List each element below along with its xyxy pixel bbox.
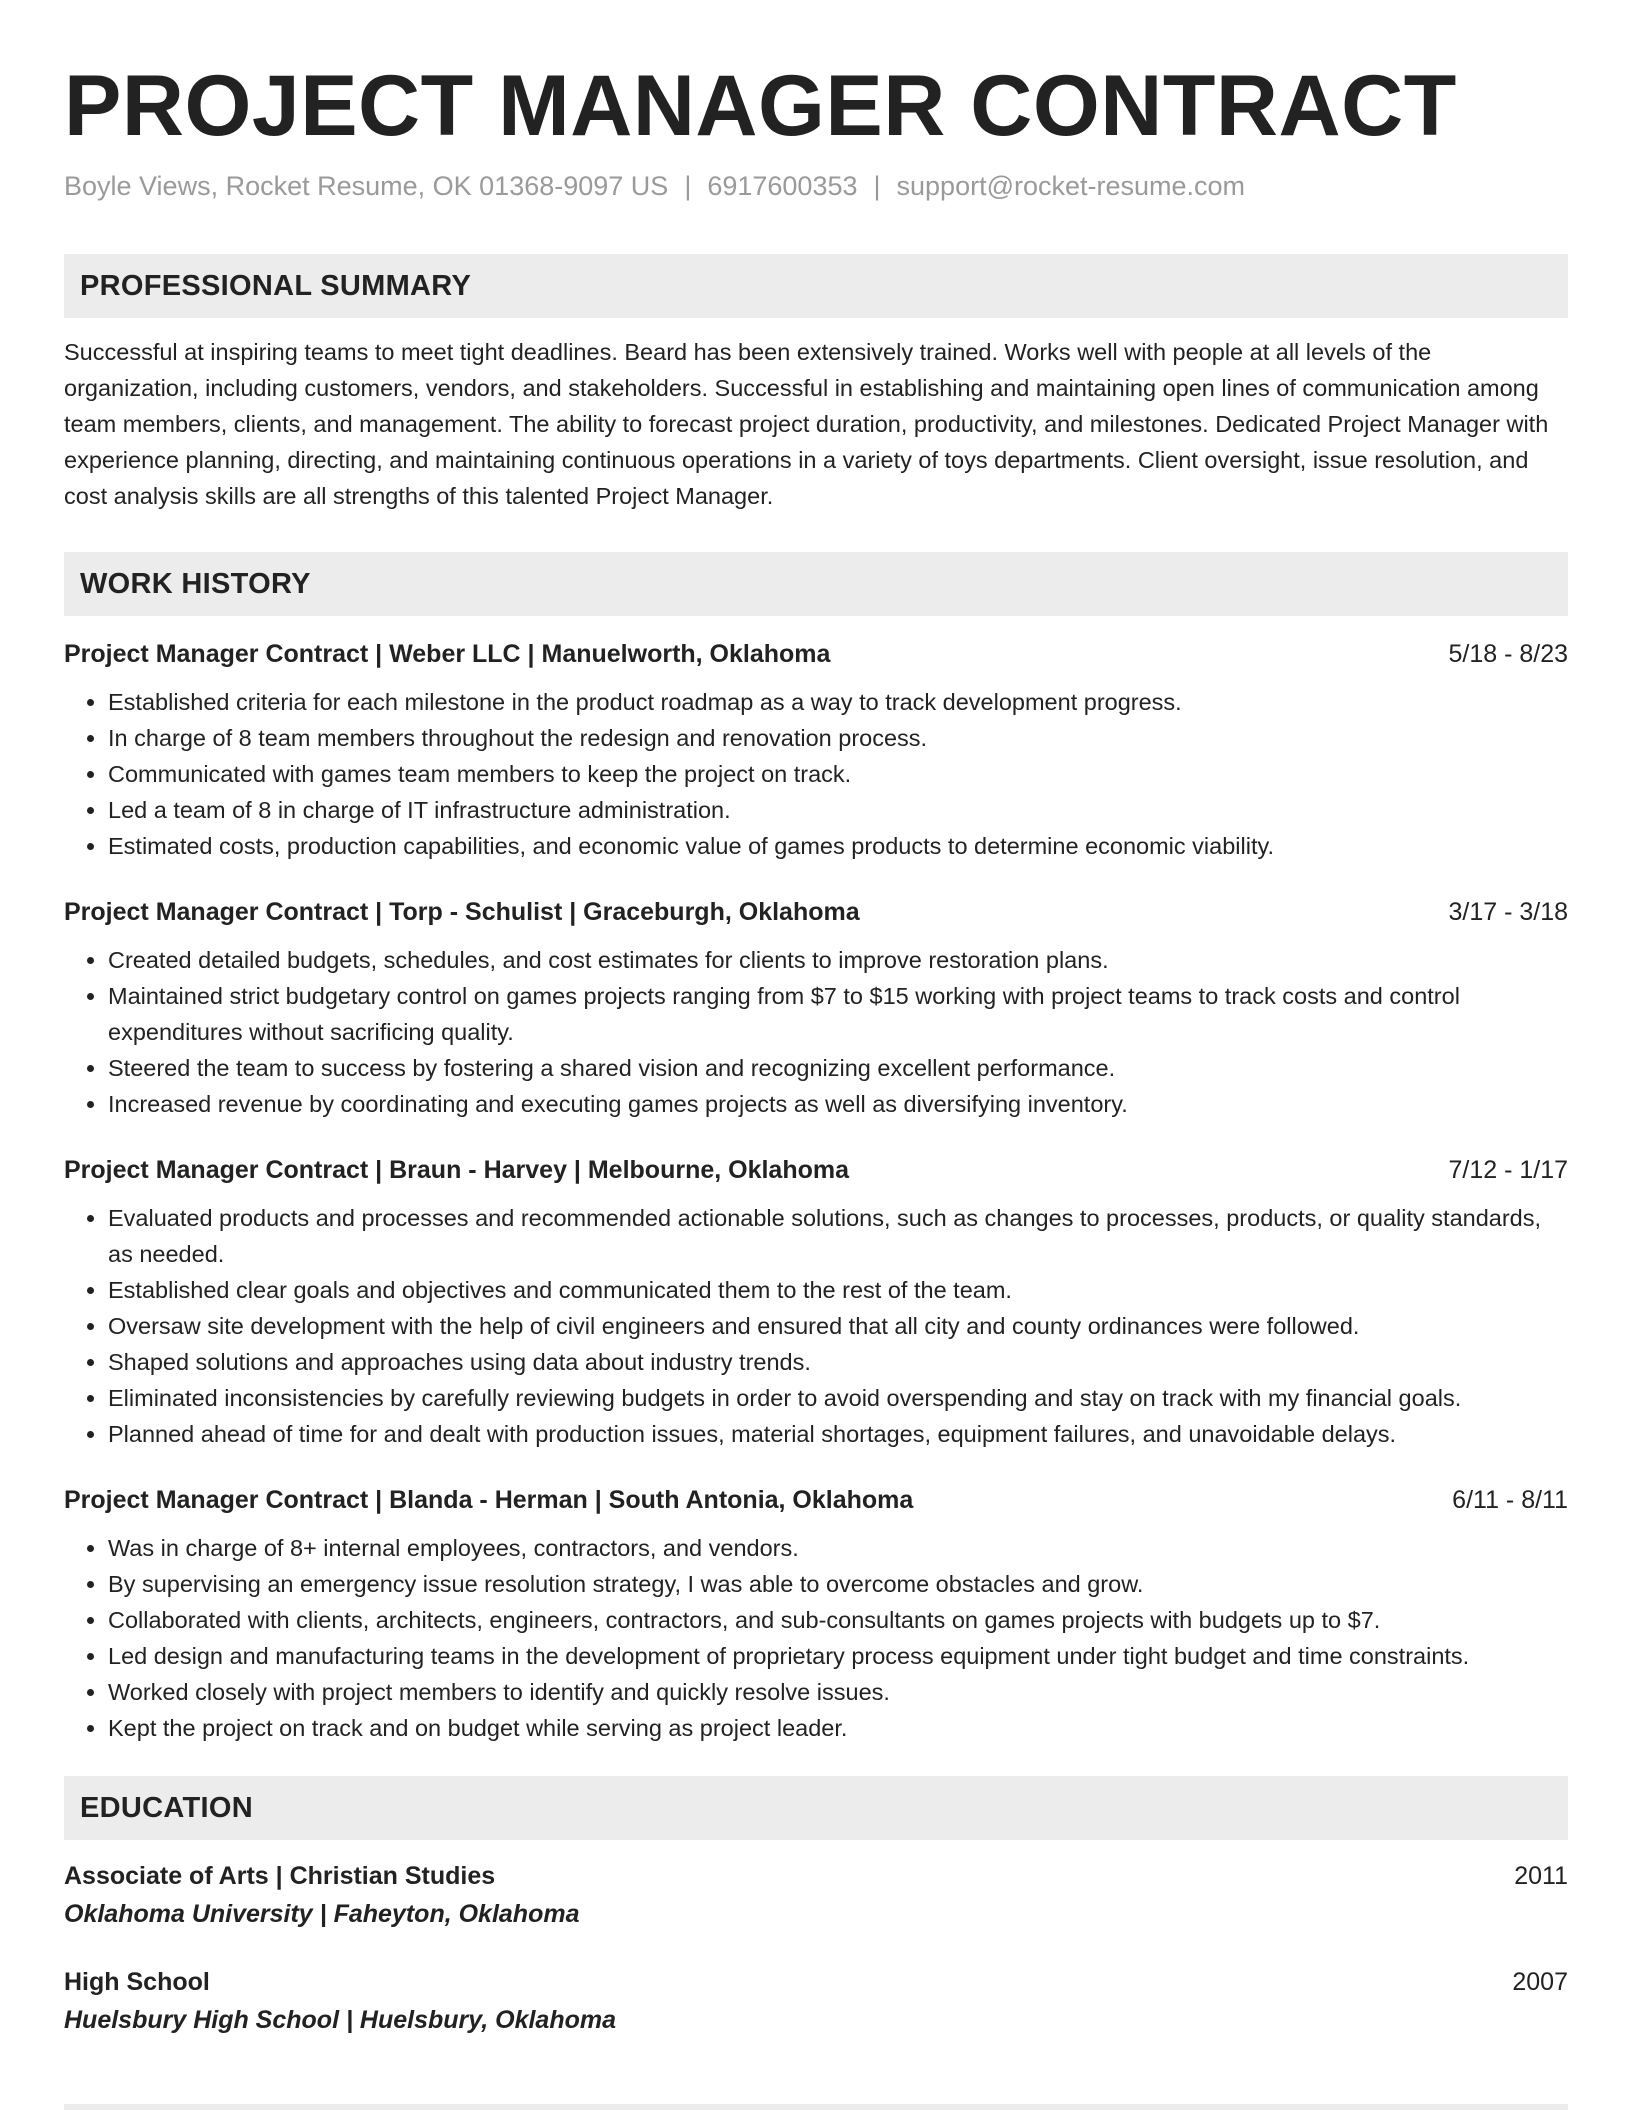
- job-header: [64, 894, 1568, 930]
- contact-line: [64, 168, 1568, 204]
- resume-name: PROJECT MANAGER CONTRACT: [64, 58, 1457, 154]
- job-entry: [64, 1482, 1568, 1746]
- job-title: Project Manager Contract | Torp - Schulist | Graceburgh, Oklahoma: [64, 898, 860, 926]
- education-degree: Associate of Arts | Christian Studies: [64, 1862, 496, 1890]
- contact-address: Boyle Views, Rocket Resume, OK 01368-9097 US: [64, 171, 669, 201]
- job-bullet: • Estimated costs, production capabilities, and economic value of games products to determine economic viability.: [108, 828, 1568, 864]
- section-header-summary: PROFESSIONAL SUMMARY: [64, 254, 1568, 318]
- job-bullet: • Led a team of 8 in charge of IT infrastructure administration.: [108, 792, 1568, 828]
- job-bullet: • Worked closely with project members to identify and quickly resolve issues.: [108, 1674, 1568, 1710]
- job-bullet: • By supervising an emergency issue resolution strategy, I was able to overcome obstacles and grow.: [108, 1566, 1568, 1602]
- job-bullet: • Was in charge of 8+ internal employees, contractors, and vendors.: [108, 1530, 1568, 1566]
- education-year: 2007: [1512, 1968, 1568, 1996]
- education-school: Oklahoma University | Faheyton, Oklahoma: [64, 1900, 580, 1928]
- bottom-divider: [64, 2104, 1568, 2110]
- job-bullet: • Oversaw site development with the help of civil engineers and ensured that all city and county ordinances were followed.: [108, 1308, 1568, 1344]
- job-title: Project Manager Contract | Blanda - Herman | South Antonia, Oklahoma: [64, 1486, 914, 1514]
- job-bullet: • Shaped solutions and approaches using data about industry trends.: [108, 1344, 1568, 1380]
- job-bullet: • Established clear goals and objectives and communicated them to the rest of the team.: [108, 1272, 1568, 1308]
- job-bullet: • Increased revenue by coordinating and executing games projects as well as diversifying inventory.: [108, 1086, 1568, 1122]
- education-entry: [64, 1858, 1568, 1934]
- job-header: [64, 1482, 1568, 1518]
- job-bullet: • Planned ahead of time for and dealt with production issues, material shortages, equipment failures, and unavoidable delays.: [108, 1416, 1568, 1452]
- job-dates: 3/17 - 3/18: [1448, 898, 1568, 926]
- job-title: Project Manager Contract | Braun - Harvey | Melbourne, Oklahoma: [64, 1156, 850, 1184]
- job-bullet: • Communicated with games team members to keep the project on track.: [108, 756, 1568, 792]
- job-bullet: • Evaluated products and processes and recommended actionable solutions, such as changes to processes, products, or quality standards, as needed.: [108, 1200, 1568, 1272]
- job-bullets: [64, 942, 1568, 1122]
- education-header: [64, 1858, 1568, 1894]
- job-bullet: • Led design and manufacturing teams in the development of proprietary process equipment under tight budget and time constraints.: [108, 1638, 1568, 1674]
- job-bullets: [64, 1530, 1568, 1746]
- job-entry: [64, 636, 1568, 864]
- job-bullet: • Eliminated inconsistencies by carefully reviewing budgets in order to avoid overspending and stay on track with my financial goals.: [108, 1380, 1568, 1416]
- job-dates: 7/12 - 1/17: [1448, 1156, 1568, 1184]
- job-bullet: • In charge of 8 team members throughout the redesign and renovation process.: [108, 720, 1568, 756]
- job-dates: 6/11 - 8/11: [1452, 1486, 1568, 1514]
- job-bullet: • Steered the team to success by fostering a shared vision and recognizing excellent performance.: [108, 1050, 1568, 1086]
- job-header: [64, 636, 1568, 672]
- section-header-education: EDUCATION: [64, 1776, 1568, 1840]
- education-school: Huelsbury High School | Huelsbury, Oklahoma: [64, 2006, 617, 2034]
- education-year: 2011: [1514, 1862, 1568, 1890]
- job-dates: 5/18 - 8/23: [1448, 640, 1568, 668]
- contact-separator: |: [684, 171, 692, 201]
- contact-phone: 6917600353: [707, 171, 858, 201]
- job-bullet: • Established criteria for each milestone in the product roadmap as a way to track development progress.: [108, 684, 1568, 720]
- summary-text: Successful at inspiring teams to meet tight deadlines. Beard has been extensively trained. Works well with people at all levels of the organization, including customers, vendors, and stakeholders. Successful in establishing and maintaining open lines of communication among team members, clients, and management. The ability to forecast project duration, productivity, and milestones. Dedicated Project Manager with experience planning, directing, and maintaining continuous operations in a variety of toys departments. Client oversight, issue resolution, and cost analysis skills are all strengths of this talented Project Manager.: [64, 339, 1549, 509]
- section-header-work-history: WORK HISTORY: [64, 552, 1568, 616]
- job-title: Project Manager Contract | Weber LLC | Manuelworth, Oklahoma: [64, 640, 831, 668]
- contact-separator: |: [873, 171, 881, 201]
- job-header: [64, 1152, 1568, 1188]
- contact-email: support@rocket-resume.com: [896, 171, 1246, 201]
- job-bullet: • Maintained strict budgetary control on games projects ranging from $7 to $15 working with project teams to track costs and control expenditures without sacrificing quality.: [108, 978, 1568, 1050]
- education-entry: [64, 1964, 1568, 2040]
- education-header: [64, 1964, 1568, 2000]
- job-entry: [64, 1152, 1568, 1452]
- job-bullet: • Collaborated with clients, architects, engineers, contractors, and sub-consultants on games projects with budgets up to $7.: [108, 1602, 1568, 1638]
- job-bullet: • Kept the project on track and on budget while serving as project leader.: [108, 1710, 1568, 1746]
- job-bullets: [64, 684, 1568, 864]
- job-bullet: • Created detailed budgets, schedules, and cost estimates for clients to improve restoration plans.: [108, 942, 1568, 978]
- job-bullets: [64, 1200, 1568, 1452]
- education-degree: High School: [64, 1968, 210, 1996]
- job-entry: [64, 894, 1568, 1122]
